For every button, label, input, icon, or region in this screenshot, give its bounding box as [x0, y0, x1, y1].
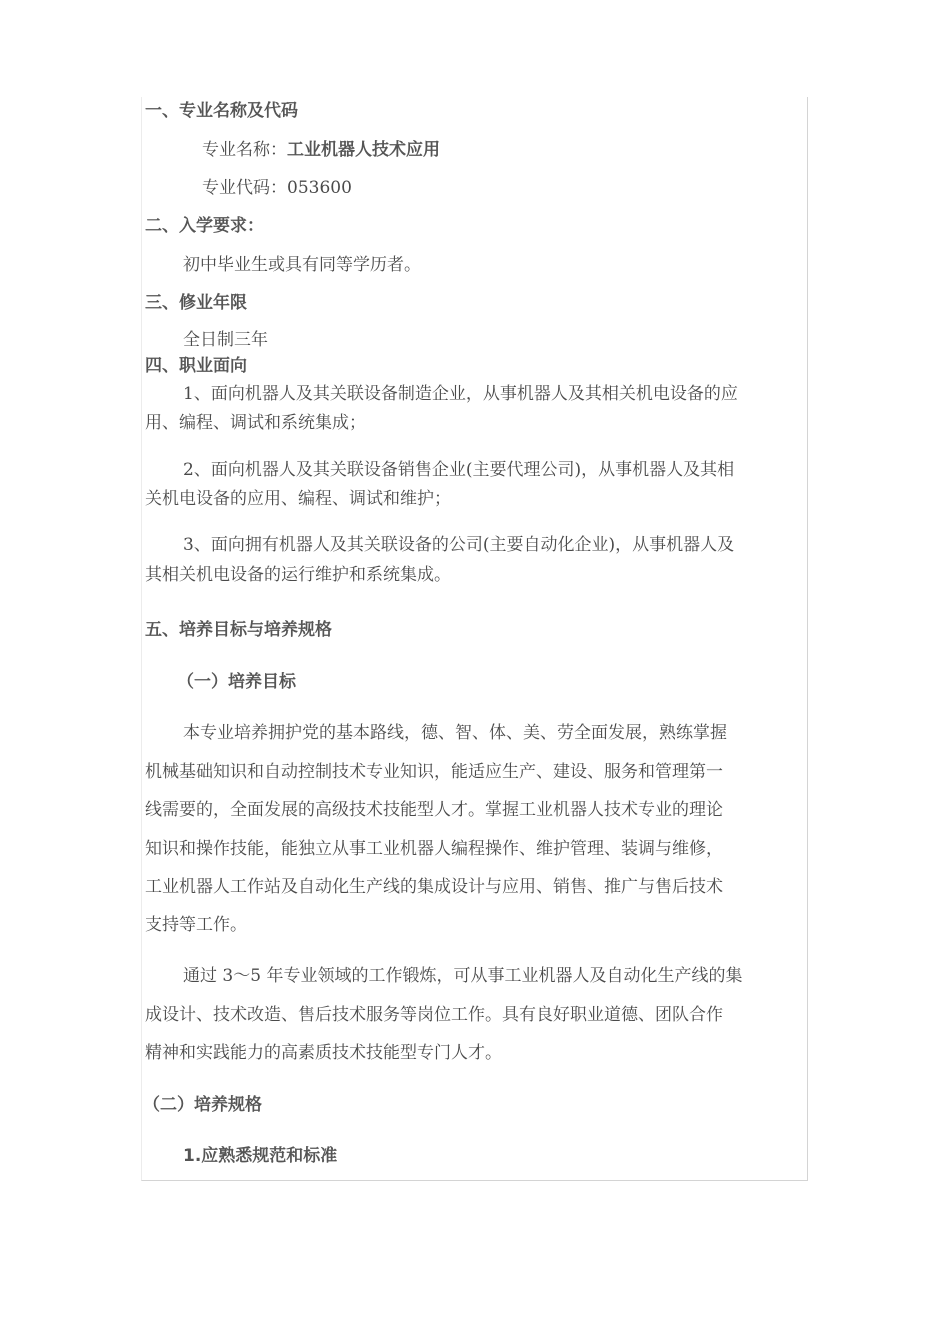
goal-para1-line4: 知识和操作技能，能独立从事工业机器人编程操作、维护管理、装调与维修，: [145, 839, 723, 859]
goal-para1-line5: 工业机器人工作站及自动化生产线的集成设计与应用、销售、推广与售后技术: [145, 877, 723, 897]
goal-para2-line1: 通过 3～5 年专业领域的工作锻炼，可从事工业机器人及自动化生产线的集: [183, 966, 743, 986]
career-item-1-line1: 1、面向机器人及其关联设备制造企业，从事机器人及其相关机电设备的应: [183, 384, 738, 404]
section2-text: 初中毕业生或具有同等学历者。: [183, 255, 421, 275]
training-spec-heading: （二）培养规格: [143, 1095, 262, 1115]
section4-heading: 四、职业面向: [145, 356, 247, 376]
goal-para1-line6: 支持等工作。: [145, 915, 247, 935]
section3-text: 全日制三年: [183, 330, 268, 350]
major-code-line: 专业代码：053600: [202, 178, 352, 198]
goal-para1-line1: 本专业培养拥护党的基本路线，德、智、体、美、劳全面发展，熟练掌握: [183, 723, 727, 743]
section1-heading: 一、专业名称及代码: [145, 101, 298, 121]
career-item-3-line2: 其相关机电设备的运行维护和系统集成。: [145, 565, 451, 585]
major-name-line: [202, 140, 440, 160]
section5-heading: 五、培养目标与培养规格: [145, 620, 332, 640]
career-item-3-line1: 3、面向拥有机器人及其关联设备的公司(主要自动化企业)，从事机器人及: [183, 535, 735, 555]
career-item-1-line2: 用、编程、调试和系统集成；: [145, 413, 366, 433]
goal-para2-line2: 成设计、技术改造、售后技术服务等岗位工作。具有良好职业道德、团队合作: [145, 1005, 723, 1025]
goal-para1-line3: 线需要的，全面发展的高级技术技能型人才。掌握工业机器人技术专业的理论: [145, 800, 723, 820]
career-item-2-line1: 2、面向机器人及其关联设备销售企业(主要代理公司)，从事机器人及其相: [183, 460, 735, 480]
spec-item-1: 1.应熟悉规范和标准: [183, 1146, 338, 1166]
section3-heading: 三、修业年限: [145, 293, 247, 313]
major-name-value: 工业机器人技术应用: [287, 140, 440, 160]
goal-para1-line2: 机械基础知识和自动控制技术专业知识，能适应生产、建设、服务和管理第一: [145, 762, 723, 782]
section2-heading: 二、入学要求：: [145, 216, 264, 236]
goal-para2-line3: 精神和实践能力的高素质技术技能型专门人才。: [145, 1043, 502, 1063]
training-goal-heading: （一）培养目标: [177, 672, 296, 692]
major-name-label: 专业名称：: [202, 140, 287, 160]
career-item-2-line2: 关机电设备的应用、编程、调试和维护；: [145, 489, 451, 509]
